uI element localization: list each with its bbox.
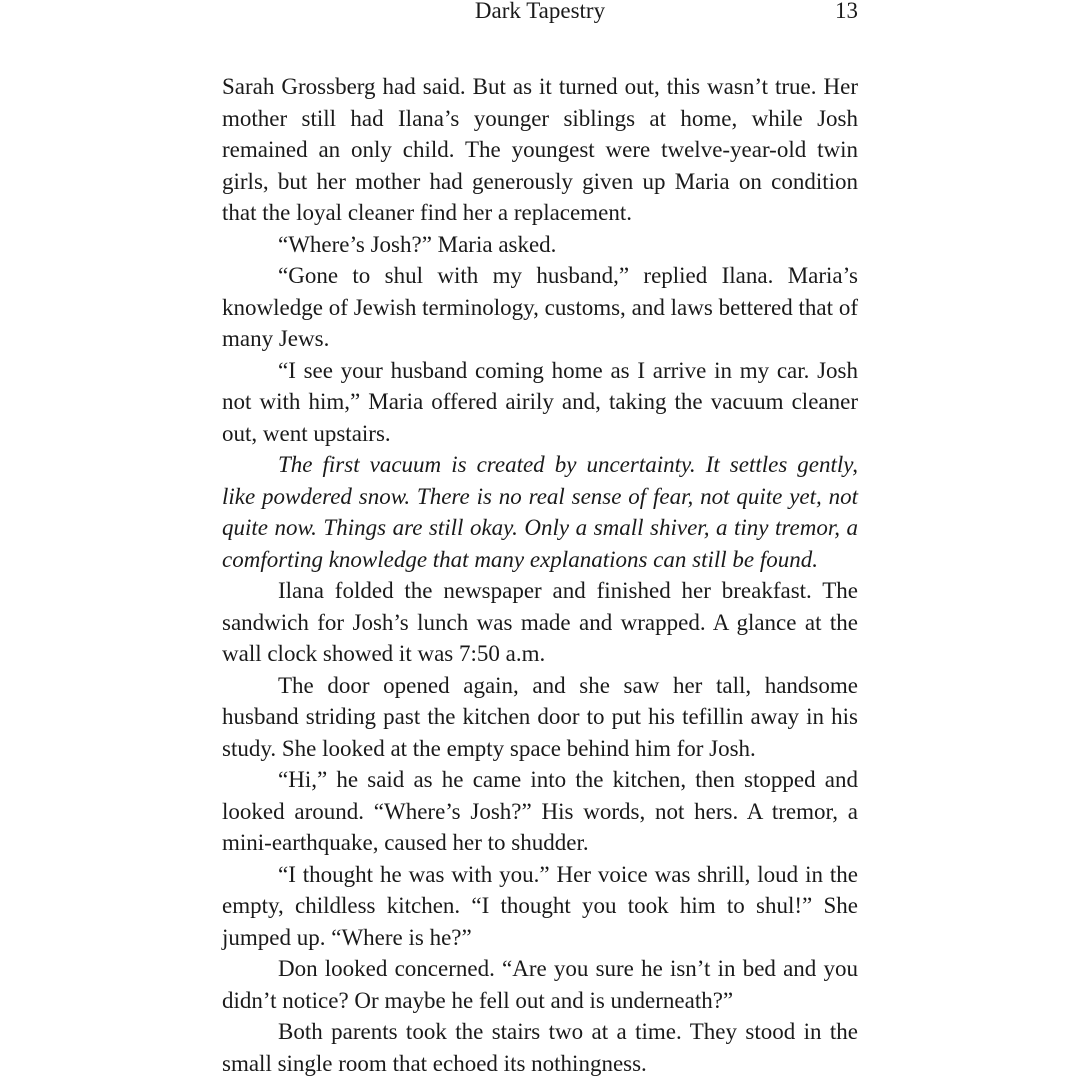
paragraph: Don looked concerned. “Are you sure he isn’t in bed and you didn’t notice? Or maybe he fell out and is underneath?” — [222, 956, 858, 1013]
paragraph: Both parents took the stairs two at a time. They stood in the small single room that echoed its nothingness. — [222, 1019, 858, 1076]
italic-paragraph: The first vacuum is created by uncertainty. It settles gently, like powdered snow. There is no real sense of fear, not quite yet, not quite now. Things are still okay. Only a small shiver, a tiny tremor, a comforting knowledge that many explanations can still be found. — [222, 452, 858, 572]
paragraph: “Gone to shul with my husband,” replied Ilana. Maria’s knowledge of Jewish terminology, customs, and laws bettered that of many Jews. — [222, 263, 858, 351]
book-title: Dark Tapestry — [474, 0, 606, 23]
paragraph: “I thought he was with you.” Her voice was shrill, loud in the empty, childless kitchen. “I thought you took him to shul!” She jumped up. “Where is he?” — [222, 861, 858, 950]
paragraph: The door opened again, and she saw her tall, handsome husband striding past the kitchen door to put his tefillin away in his study. She looked at the empty space behind him for Josh. — [222, 672, 858, 761]
page-number: 13 — [835, 0, 858, 23]
paragraph: “I see your husband coming home as I arrive in my car. Josh not with him,” Maria offered airily and, taking the vacuum cleaner out, went upstairs. — [222, 357, 858, 446]
paragraph: “Hi,” he said as he came into the kitchen, then stopped and looked around. “Where’s Josh?” His words, not hers. A tremor, a mini-earthquake, caused her to shudder. — [222, 767, 858, 855]
paragraph: “Where’s Josh?” Maria asked. — [278, 231, 557, 257]
body-text — [222, 71, 858, 1079]
paragraph: Sarah Grossberg had said. But as it turned out, this wasn’t true. Her mother still had Ilana’s younger siblings at home, while Josh remained an only child. The youngest were twelve-year-old twin girls, but her mother had generously given up Maria on condition that the loyal cleaner find her a replacement. — [222, 74, 858, 225]
paragraph: Ilana folded the newspaper and finished her breakfast. The sandwich for Josh’s lunch was made and wrapped. A glance at the wall clock showed it was 7:50 a.m. — [222, 578, 858, 666]
running-header — [222, 0, 858, 28]
